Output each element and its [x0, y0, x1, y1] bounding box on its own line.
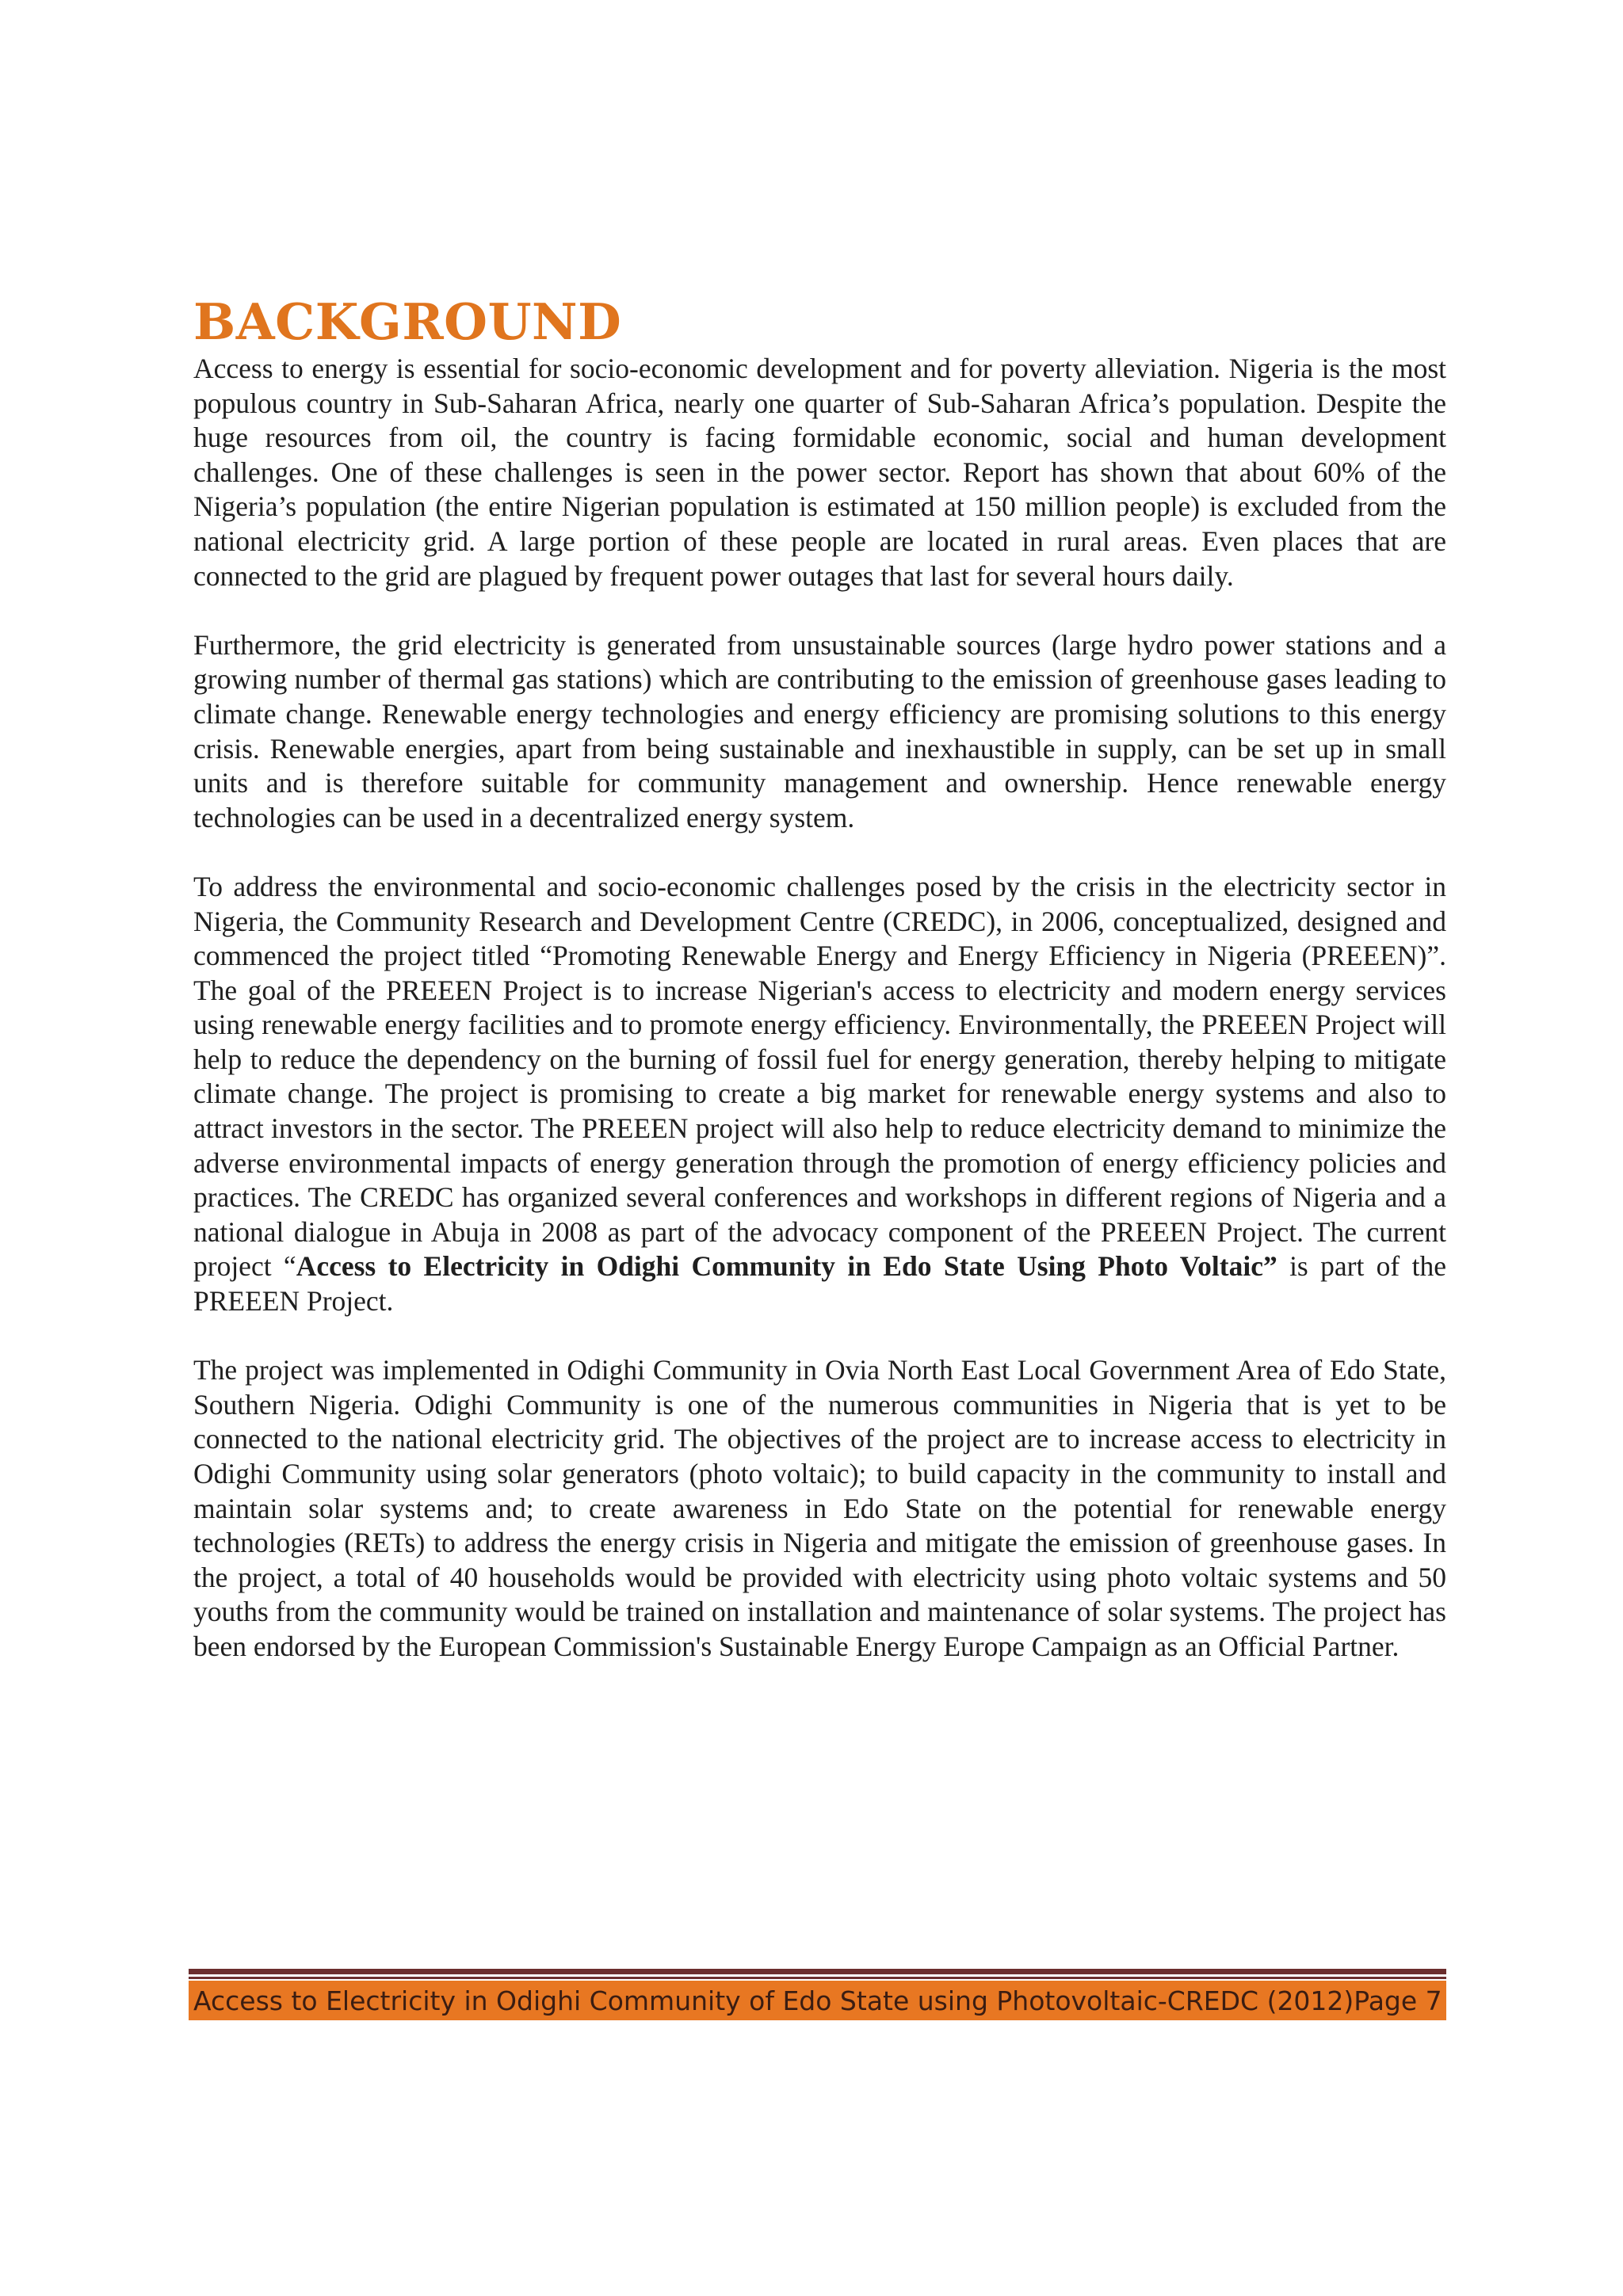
- page-content: [193, 293, 1446, 1699]
- section-heading: BACKGROUND: [193, 292, 622, 351]
- page-number: Page 7: [1354, 1985, 1442, 2016]
- paragraph-4: The project was implemented in Odighi Community in Ovia North East Local Government Area of Edo State, Southern Nigeria. Odighi Community is one of the numerous communities in Nigeria that is yet to be connected to the national electricity grid. The objectives of the project are to increase access to electricity in Odighi Community using solar generators (photo voltaic); to build capacity in the community to install and maintain solar systems and; to create awareness in Edo State on the potential for renewable energy technologies (RETs) to address the energy crisis in Nigeria and mitigate the emission of greenhouse gases. In the project, a total of 40 households would be provided with electricity using photo voltaic systems and 50 youths from the community would be trained on installation and maintenance of solar systems. The project has been endorsed by the European Commission's Sustainable Energy Europe Campaign as an Official Partner.: [193, 1354, 1446, 1662]
- footer-title: Access to Electricity in Odighi Community of Edo State using Photovoltaic-CREDC (2012): [193, 1985, 1354, 2016]
- paragraph-3: [193, 870, 1446, 1319]
- paragraph-3-text-start: To address the environmental and socio-economic challenges posed by the crisis in the electricity sector in Nigeria, the Community Research and Development Centre (CREDC), in 2006, conceptualized, designed and commenced the project titled “Promoting Renewable Energy and Energy Efficiency in Nigeria (PREEEN)”. The goal of the PREEEN Project is to increase Nigerian's access to electricity and modern energy services using renewable energy facilities and to promote energy efficiency. Environmentally, the PREEEN Project will help to reduce the dependency on the burning of fossil fuel for energy generation, thereby helping to mitigate climate change. The project is promising to create a big market for renewable energy systems and also to attract investors in the sector. The PREEEN project will also help to reduce electricity demand to minimize the adverse environmental impacts of energy generation through the promotion of energy efficiency policies and practices. The CREDC has organized several conferences and workshops in different regions of Nigeria and a national dialogue in Abuja in 2008 as part of the advocacy component of the PREEEN Project. The current project “: [193, 870, 1446, 1283]
- footer-rule-thin: [189, 1977, 1446, 1979]
- paragraph-2: Furthermore, the grid electricity is generated from unsustainable sources (large hydro power stations and a growing number of thermal gas stations) which are contributing to the emission of greenhouse gases leading to climate change. Renewable energy technologies and energy efficiency are promising solutions to this energy crisis. Renewable energies, apart from being sustainable and inexhaustible in supply, can be set up in small units and is therefore suitable for community management and ownership. Hence renewable energy technologies can be used in a decentralized energy system.: [193, 628, 1446, 833]
- project-title-bold: Access to Electricity in Odighi Community in Edo State Using Photo Voltaic”: [296, 1250, 1277, 1283]
- footer-rule-thick: [189, 1969, 1446, 1974]
- page-footer: [189, 1981, 1446, 2020]
- paragraph-3-text-end: is part of the PREEEN Project.: [193, 1250, 1446, 1318]
- paragraph-1: Access to energy is essential for socio-economic development and for poverty alleviation. Nigeria is the most populous country in Sub-Saharan Africa, nearly one quarter of Sub-Saharan Africa’s population. Despite the huge resources from oil, the country is facing formidable economic, social and human development challenges. One of these challenges is seen in the power sector. Report has shown that about 60% of the Nigeria’s population (the entire Nigerian population is estimated at 150 million people) is excluded from the national electricity grid. A large portion of these people are located in rural areas. Even places that are connected to the grid are plagued by frequent power outages that last for several hours daily.: [193, 353, 1446, 592]
